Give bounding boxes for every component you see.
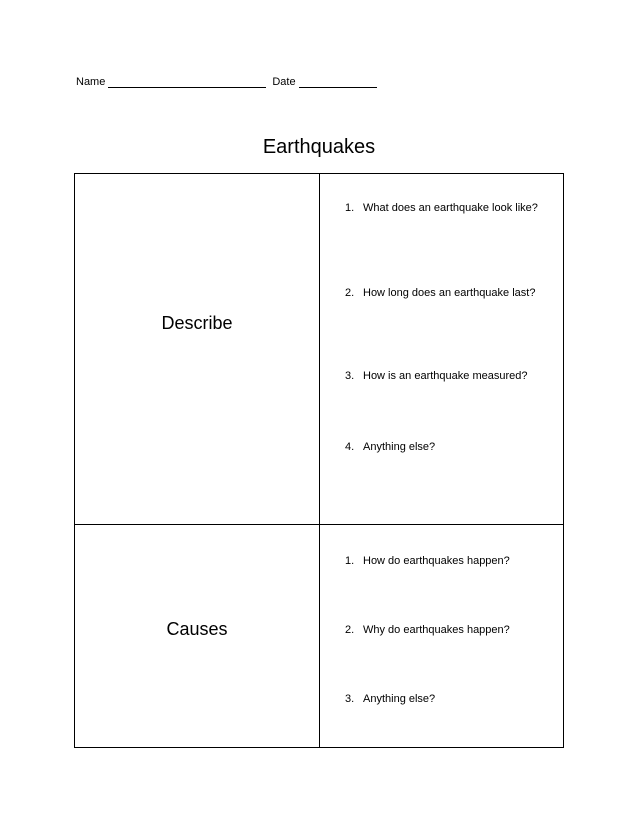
section-label-describe: Describe (161, 313, 233, 333)
name-label: Name (76, 76, 106, 88)
question-item: 2. Why do earthquakes happen? (345, 624, 510, 636)
date-label: Date (272, 76, 296, 88)
question-item: 3. How is an earthquake measured? (345, 370, 528, 382)
question-item: 1. How do earthquakes happen? (345, 555, 510, 567)
question-item: 4. Anything else? (345, 441, 436, 453)
date-field[interactable] (299, 77, 377, 88)
header-line (76, 76, 377, 88)
question-item: 3. Anything else? (345, 693, 436, 705)
question-item: 2. How long does an earthquake last? (345, 287, 536, 299)
question-item: 1. What does an earthquake look like? (345, 202, 538, 214)
section-label-causes: Causes (166, 619, 228, 639)
page-title: Earthquakes (262, 136, 376, 158)
row-divider (75, 524, 563, 525)
worksheet-table (74, 173, 564, 748)
name-field[interactable] (108, 77, 266, 88)
column-divider (319, 174, 320, 747)
